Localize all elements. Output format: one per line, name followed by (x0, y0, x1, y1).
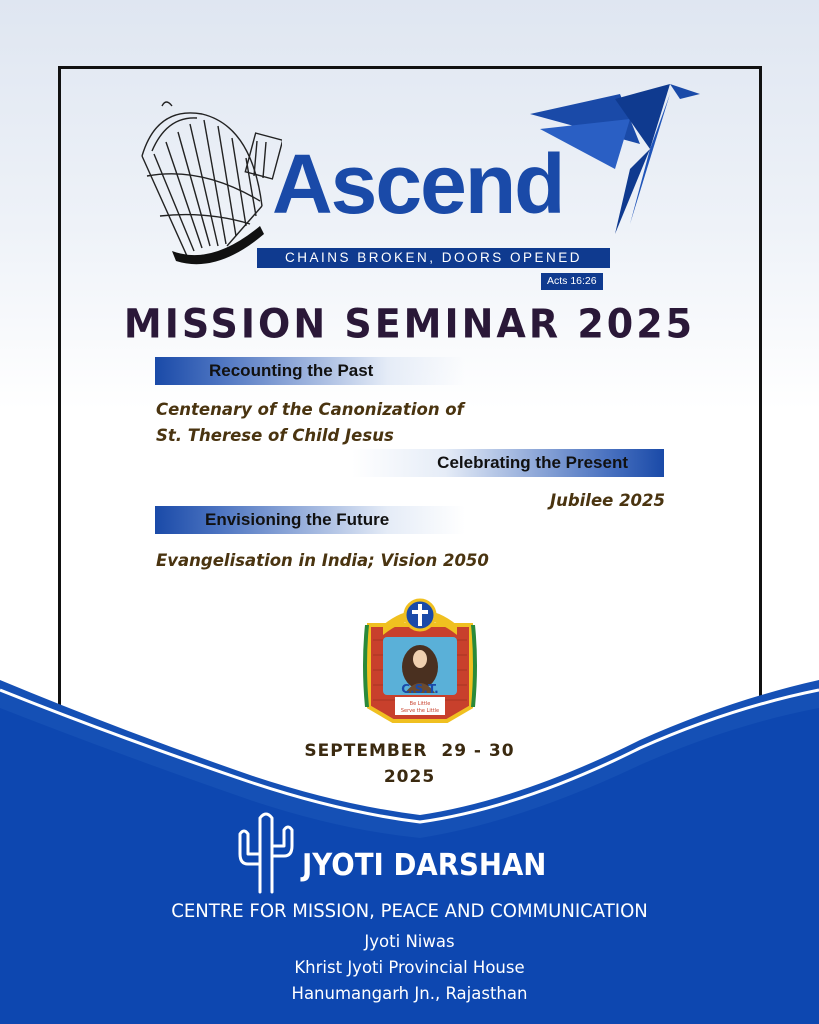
organization-subtitle: CENTRE FOR MISSION, PEACE AND COMMUNICATION (171, 900, 648, 922)
organization-name: JYOTI DARSHAN (302, 848, 547, 883)
section-band-present (352, 449, 664, 477)
address-line-3: Hanumangarh Jn., Rajasthan (291, 984, 528, 1003)
event-dates-line-2: 2025 (383, 767, 436, 787)
organization-header (236, 808, 576, 898)
emblem-motto-1: Be Little (409, 701, 431, 707)
emblem-initials: C.S.T. (401, 682, 439, 696)
section-label-present: Celebrating the Present (437, 453, 628, 472)
birdcage-icon (132, 96, 282, 271)
present-description: Jubilee 2025 (549, 491, 665, 510)
section-band-past (155, 357, 465, 385)
seminar-title: MISSION SEMINAR 2025 (123, 300, 696, 348)
ascend-logo-title: Ascend (272, 137, 564, 231)
section-label-past: Recounting the Past (209, 361, 374, 380)
cactus-icon (236, 808, 296, 894)
past-description (156, 397, 464, 449)
bible-verse-badge: Acts 16:26 (541, 273, 603, 290)
cst-emblem (363, 595, 477, 725)
address-line-2: Khrist Jyoti Provincial House (294, 958, 525, 977)
past-line-1: Centenary of the Canonization of (156, 400, 464, 419)
logo-tagline: CHAINS BROKEN, DOORS OPENED (257, 248, 610, 268)
section-band-future (155, 506, 465, 534)
address-line-1: Jyoti Niwas (364, 932, 455, 951)
section-label-future: Envisioning the Future (205, 510, 390, 529)
event-dates (0, 738, 819, 790)
event-dates-line-1: SEPTEMBER 29 - 30 (304, 741, 515, 761)
future-description: Evangelisation in India; Vision 2050 (156, 551, 489, 570)
emblem-motto-2: Serve the Little (400, 708, 440, 714)
past-line-2: St. Therese of Child Jesus (156, 426, 394, 445)
